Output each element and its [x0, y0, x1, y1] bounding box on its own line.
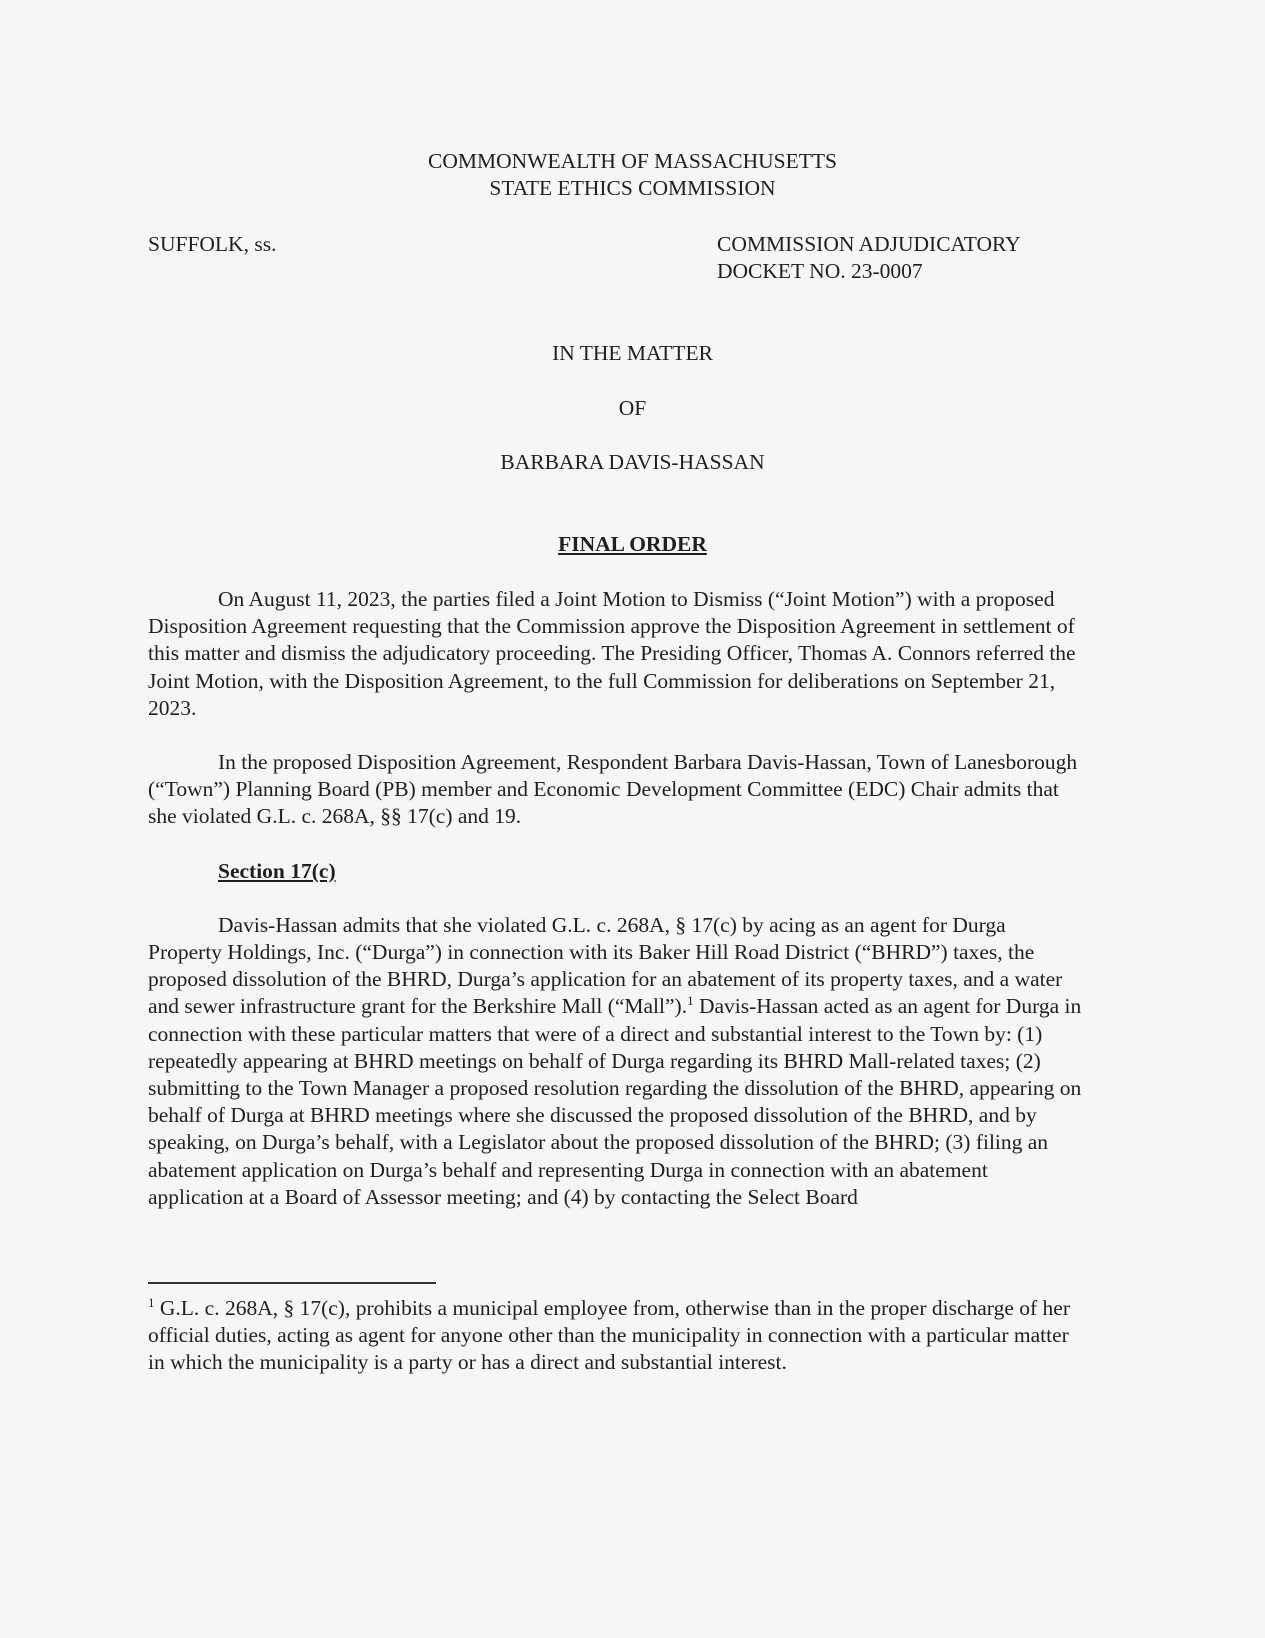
- footnote-divider: [148, 1282, 436, 1284]
- section-heading: Section 17(c): [218, 858, 336, 883]
- respondent-name: BARBARA DAVIS-HASSAN: [500, 450, 765, 474]
- caption-venue: SUFFOLK, ss.: [148, 232, 277, 256]
- footnote-number: 1: [148, 1294, 155, 1310]
- header-commonwealth: COMMONWEALTH OF MASSACHUSETTS: [428, 149, 837, 173]
- caption-docket-line1: COMMISSION ADJUDICATORY: [717, 232, 1021, 256]
- document-body: [148, 586, 1083, 1211]
- matter-line2: OF: [618, 396, 647, 420]
- caption-docket-number: DOCKET NO. 23-0007: [717, 259, 923, 283]
- matter-line1: IN THE MATTER: [552, 341, 713, 365]
- footnote: [148, 1295, 1083, 1377]
- footnote-reference[interactable]: 1: [687, 993, 694, 1009]
- paragraph-joint-motion: On August 11, 2023, the parties filed a Joint Motion to Dismiss (“Joint Motion”) with a proposed Disposition Agreement requesting that the Commission approve the Disposition Agreement in settlement of this matter and dismiss the adjudicatory proceeding. The Presiding Officer, Thomas A. Connors referred the Joint Motion, with the Disposition Agreement, to the full Commission for deliberations on September 21, 2023.: [148, 587, 1076, 720]
- document-title: FINAL ORDER: [558, 532, 707, 556]
- paragraph-admission: In the proposed Disposition Agreement, Respondent Barbara Davis-Hassan, Town of Lanesborough (“Town”) Planning Board (PB) member and Economic Development Committee (EDC) Chair admits that she violated G.L. c. 268A, §§ 17(c) and 19.: [148, 750, 1078, 829]
- footnote-text: G.L. c. 268A, § 17(c), prohibits a municipal employee from, otherwise than in the proper discharge of her official duties, acting as agent for anyone other than the municipality in connection with a particular matter in which the municipality is a party or has a direct and substantial interest.: [148, 1296, 1070, 1375]
- header-commission: STATE ETHICS COMMISSION: [489, 176, 776, 200]
- paragraph-section-17c: Davis-Hassan admits that she violated G.L. c. 268A, § 17(c) by acing as an agent for Durga Property Holdings, Inc. (“Durga”) in connection with its Baker Hill Road District (“BHRD”) taxes, the proposed dissolution of the BHRD, Durga’s application for an abatement of its property taxes, and a water and sewer infrastructure grant for the Berkshire Mall (“Mall”).$^1$ Davis-Hassan acted as an agent for Durga in connection with these particular matters that were of a direct and substantial interest to the Town by: (1) repeatedly appearing at BHRD meetings on behalf of Durga regarding its BHRD Mall-related taxes; (2) submitting to the Town Manager a proposed resolution regarding the dissolution of the BHRD, appearing on behalf of Durga at BHRD meetings where she discussed the proposed dissolution of the BHRD, and by speaking, on Durga’s behalf, with a Legislator about the proposed dissolution of the BHRD; (3) filing an abatement application on Durga’s behalf and representing Durga in connection with an abatement application at a Board of Assessor meeting; and (4) by contacting the Select Board: [148, 912, 1082, 1209]
